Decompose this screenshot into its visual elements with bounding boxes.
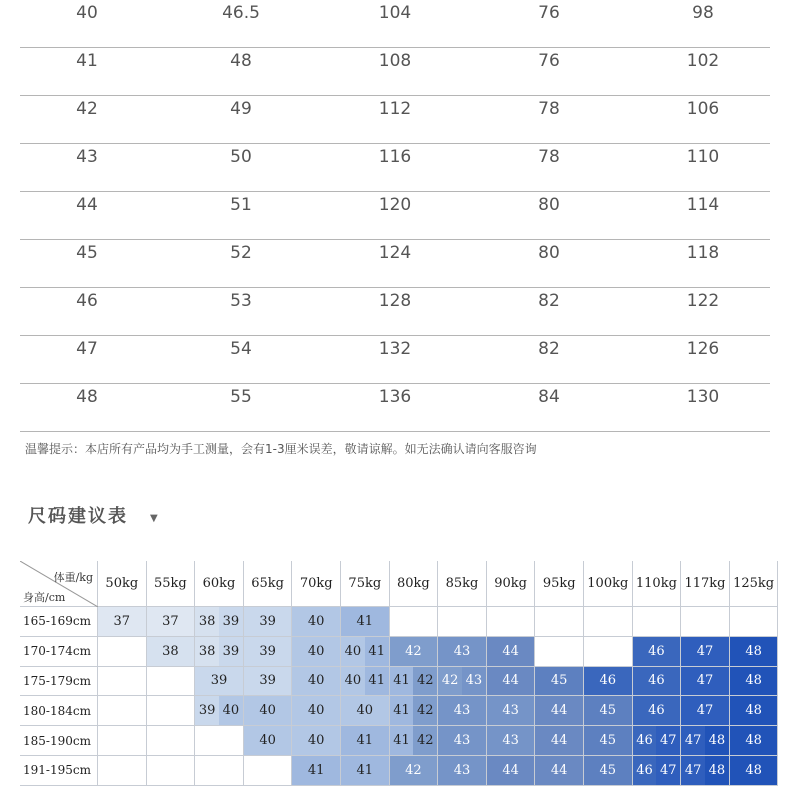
table-cell: 44 (76, 195, 98, 215)
size-cell (341, 667, 390, 697)
weight-header: 85kg (438, 561, 487, 607)
size-value: 48 (705, 756, 729, 785)
size-cell (730, 607, 779, 637)
size-cell: 48 (730, 667, 779, 697)
table-cell: 104 (378, 3, 412, 23)
table-cell: 106 (686, 99, 720, 119)
size-value: 40 (341, 637, 365, 666)
size-value: 47 (681, 756, 705, 785)
table-cell: 122 (686, 291, 720, 311)
size-value: 48 (705, 726, 729, 755)
weight-header: 75kg (341, 561, 390, 607)
size-cell (535, 637, 584, 667)
size-cell: 43 (438, 637, 487, 667)
size-value: 41 (365, 667, 389, 696)
size-cell (195, 607, 244, 637)
size-cell: 40 (292, 726, 341, 756)
size-cell: 37 (147, 607, 196, 637)
size-value: 40 (341, 667, 365, 696)
measurement-tip: 温馨提示：本店所有产品均为手工测量，会有1-3厘米误差，敬请谅解。如无法确认请向客服咨询 (25, 442, 537, 456)
table-cell: 55 (230, 387, 252, 407)
size-cell (195, 696, 244, 726)
table-row (20, 96, 770, 144)
size-cell: 39 (244, 637, 293, 667)
size-cell (195, 637, 244, 667)
table-row (20, 0, 770, 48)
size-cell (98, 726, 147, 756)
table-row (20, 336, 770, 384)
size-cell (341, 637, 390, 667)
size-cell: 45 (584, 756, 633, 786)
size-cell: 44 (535, 726, 584, 756)
size-value: 46 (633, 726, 657, 755)
size-cell: 41 (292, 756, 341, 786)
size-cell: 41 (341, 607, 390, 637)
size-cell (147, 696, 196, 726)
size-cell: 41 (341, 756, 390, 786)
corner-weight-label: 体重/kg (53, 571, 93, 584)
table-cell: 53 (230, 291, 252, 311)
weight-header: 110kg (633, 561, 682, 607)
size-cell: 39 (244, 607, 293, 637)
size-cell: 48 (730, 696, 779, 726)
spec-table (20, 0, 770, 432)
table-cell: 51 (230, 195, 252, 215)
height-header: 191-195cm (20, 756, 98, 786)
size-value: 39 (195, 696, 219, 725)
size-cell: 43 (438, 726, 487, 756)
size-cell (98, 696, 147, 726)
size-value: 43 (462, 667, 486, 696)
weight-header: 95kg (535, 561, 584, 607)
weight-header: 90kg (487, 561, 536, 607)
size-cell: 44 (487, 637, 536, 667)
size-cell: 40 (292, 637, 341, 667)
table-cell: 114 (686, 195, 720, 215)
table-cell: 41 (76, 51, 98, 71)
size-cell (390, 726, 439, 756)
table-cell: 52 (230, 243, 252, 263)
size-cell: 40 (244, 726, 293, 756)
table-row (20, 384, 770, 432)
table-cell: 112 (378, 99, 412, 119)
section-title: 尺码建议表 (28, 506, 128, 527)
table-cell: 50 (230, 147, 252, 167)
size-cell: 42 (390, 637, 439, 667)
weight-header: 80kg (390, 561, 439, 607)
table-cell: 116 (378, 147, 412, 167)
table-cell: 124 (378, 243, 412, 263)
table-cell: 84 (538, 387, 560, 407)
table-row (20, 144, 770, 192)
table-cell: 82 (538, 291, 560, 311)
size-cell: 46 (584, 667, 633, 697)
size-cell: 41 (341, 726, 390, 756)
size-cell: 44 (535, 696, 584, 726)
weight-header: 60kg (195, 561, 244, 607)
size-cell: 40 (341, 696, 390, 726)
size-cell: 43 (487, 726, 536, 756)
size-value: 42 (413, 667, 437, 696)
size-cell (244, 756, 293, 786)
table-cell: 78 (538, 147, 560, 167)
size-cell: 45 (584, 726, 633, 756)
size-cell: 48 (730, 726, 779, 756)
size-cell (98, 756, 147, 786)
size-cell: 45 (584, 696, 633, 726)
size-cell (438, 667, 487, 697)
table-cell: 43 (76, 147, 98, 167)
size-value: 40 (219, 696, 243, 725)
table-row (20, 288, 770, 336)
size-cell: 43 (487, 696, 536, 726)
size-cell: 48 (730, 637, 779, 667)
corner-height-label: 身高/cm (23, 591, 66, 604)
table-cell: 48 (76, 387, 98, 407)
size-cell (681, 726, 730, 756)
size-value: 39 (219, 637, 243, 666)
size-cell (147, 726, 196, 756)
size-cell (147, 756, 196, 786)
size-cell (487, 607, 536, 637)
table-cell: 132 (378, 339, 412, 359)
height-header: 180-184cm (20, 696, 98, 726)
size-cell: 39 (244, 667, 293, 697)
size-cell: 47 (681, 667, 730, 697)
size-value: 39 (219, 607, 243, 636)
size-cell (390, 696, 439, 726)
grid-corner (20, 561, 98, 607)
size-cell: 37 (98, 607, 147, 637)
size-cell (390, 607, 439, 637)
height-header: 165-169cm (20, 607, 98, 637)
size-cell (633, 756, 682, 786)
table-cell: 47 (76, 339, 98, 359)
size-cell: 47 (681, 637, 730, 667)
size-cell: 40 (244, 696, 293, 726)
size-cell (195, 726, 244, 756)
weight-header: 50kg (98, 561, 147, 607)
table-cell: 98 (692, 3, 714, 23)
size-cell: 46 (633, 637, 682, 667)
table-cell: 126 (686, 339, 720, 359)
table-cell: 46 (76, 291, 98, 311)
weight-header: 65kg (244, 561, 293, 607)
table-row (20, 48, 770, 96)
table-cell: 110 (686, 147, 720, 167)
table-cell: 108 (378, 51, 412, 71)
size-cell (681, 607, 730, 637)
height-header: 170-174cm (20, 637, 98, 667)
size-cell (633, 607, 682, 637)
size-cell: 40 (292, 696, 341, 726)
weight-header: 125kg (730, 561, 779, 607)
table-cell: 130 (686, 387, 720, 407)
size-cell (98, 667, 147, 697)
size-cell (584, 607, 633, 637)
size-cell: 40 (292, 667, 341, 697)
table-cell: 102 (686, 51, 720, 71)
table-cell: 40 (76, 3, 98, 23)
size-cell: 44 (487, 756, 536, 786)
size-value: 46 (633, 756, 657, 785)
size-value: 41 (390, 696, 414, 725)
weight-header: 117kg (681, 561, 730, 607)
size-cell: 46 (633, 696, 682, 726)
table-cell: 76 (538, 51, 560, 71)
table-cell: 49 (230, 99, 252, 119)
table-cell: 82 (538, 339, 560, 359)
size-value: 47 (681, 726, 705, 755)
size-value: 38 (195, 637, 219, 666)
caret-down-icon[interactable]: ▼ (150, 513, 158, 524)
size-value: 41 (365, 637, 389, 666)
table-cell: 46.5 (222, 3, 260, 23)
weight-header: 100kg (584, 561, 633, 607)
table-cell: 42 (76, 99, 98, 119)
size-cell: 44 (535, 756, 584, 786)
size-value: 42 (413, 726, 437, 755)
weight-header: 70kg (292, 561, 341, 607)
size-cell: 40 (292, 607, 341, 637)
table-row (20, 240, 770, 288)
size-cell (681, 756, 730, 786)
size-value: 47 (656, 756, 680, 785)
size-cell: 43 (438, 696, 487, 726)
size-cell: 39 (195, 667, 244, 697)
size-recommendation-grid (20, 561, 775, 786)
size-cell: 45 (535, 667, 584, 697)
table-cell: 120 (378, 195, 412, 215)
size-value: 41 (390, 667, 414, 696)
size-cell: 43 (438, 756, 487, 786)
table-cell: 54 (230, 339, 252, 359)
size-cell: 46 (633, 667, 682, 697)
table-row (20, 192, 770, 240)
size-cell (98, 637, 147, 667)
table-cell: 80 (538, 243, 560, 263)
table-cell: 128 (378, 291, 412, 311)
table-cell: 80 (538, 195, 560, 215)
size-cell (584, 637, 633, 667)
size-value: 47 (656, 726, 680, 755)
size-value: 38 (195, 607, 219, 636)
height-header: 185-190cm (20, 726, 98, 756)
size-value: 42 (438, 667, 462, 696)
size-value: 41 (390, 726, 414, 755)
height-header: 175-179cm (20, 667, 98, 697)
size-cell (195, 756, 244, 786)
table-cell: 136 (378, 387, 412, 407)
table-cell: 48 (230, 51, 252, 71)
table-cell: 76 (538, 3, 560, 23)
size-cell (147, 667, 196, 697)
size-cell: 47 (681, 696, 730, 726)
size-cell: 44 (487, 667, 536, 697)
table-cell: 78 (538, 99, 560, 119)
size-cell (633, 726, 682, 756)
table-cell: 118 (686, 243, 720, 263)
weight-header: 55kg (147, 561, 196, 607)
size-cell (535, 607, 584, 637)
size-cell: 48 (730, 756, 779, 786)
size-cell: 42 (390, 756, 439, 786)
size-cell (390, 667, 439, 697)
size-cell (438, 607, 487, 637)
size-cell: 38 (147, 637, 196, 667)
table-cell: 45 (76, 243, 98, 263)
size-value: 42 (413, 696, 437, 725)
